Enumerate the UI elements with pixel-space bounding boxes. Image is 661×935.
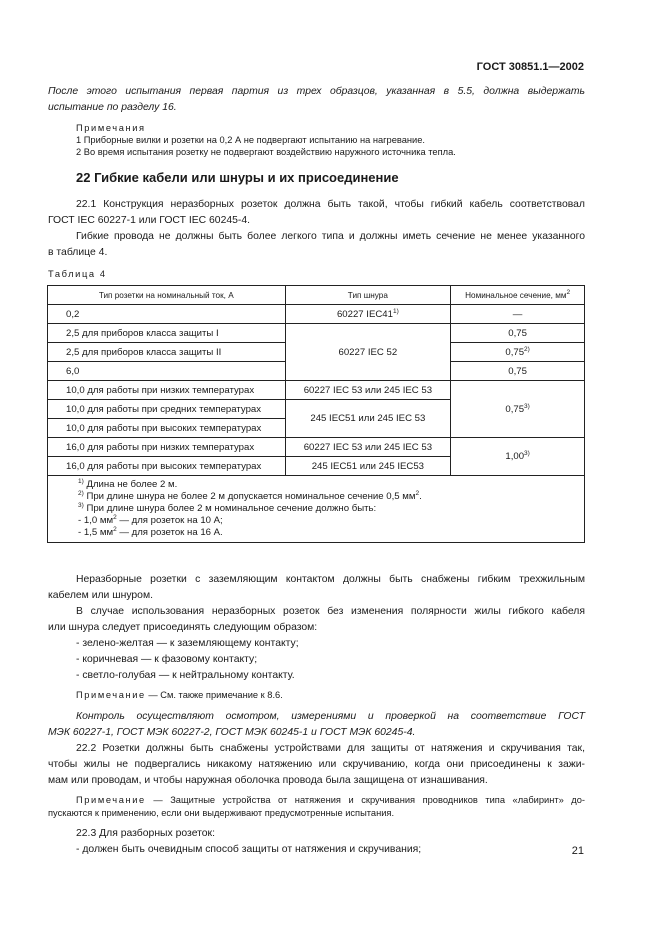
footnote-end: . [419,491,422,502]
cell-type: 16,0 для работы при высоких температурах [48,457,286,476]
footnote-1 [78,479,584,491]
list-item: - зелено-желтая — к заземляющему контакту; [76,638,299,649]
footnote-3-item-a [78,515,584,527]
table-row [48,438,585,457]
cell-type: 2,5 для приборов класса защиты I [48,324,286,343]
footnote-end: — для розеток на 16 А. [116,527,223,538]
para-polarity-line-1: В случае использования неразборных розеток без изменения полярности жилы гибкого кабеля [76,606,585,617]
cell-cord: 245 IEC51 или 245 IEC53 [285,457,451,476]
page-number: 21 [571,845,584,857]
cell-cord: 60227 IEC 53 или 245 IEC 53 [285,438,451,457]
footnote-text: - 1,5 мм [78,527,114,538]
control-line-1: Контроль осуществляют осмотром, измерениями и проверкой на соответствие ГОСТ [76,711,585,722]
table-footnotes [48,476,585,543]
cell-section-text: 1,00 [505,451,525,462]
para-22-2-line-3: мам или проводам, и чтобы наружная оболочка провода была защищена от изнашивания. [48,775,488,786]
note-label: Примечание [76,795,146,805]
cell-section: 0,75 [451,362,585,381]
table-footnotes-row [48,476,585,543]
note-item-1: 1 Приборные вилки и розетки на 0,2 А не подвергают испытанию на нагревание. [76,135,425,145]
cell-type: 2,5 для приборов класса защиты II [48,343,286,362]
col-header-section-sup: 2 [566,288,571,296]
para-polarity-line-2: или шнура следует присоединять следующим образом: [48,622,318,633]
section-heading: 22 Гибкие кабели или шнуры и их присоединение [76,170,399,185]
control-line-2: МЭК 60227-1, ГОСТ МЭК 60227-2, ГОСТ МЭК 60245-1 и ГОСТ МЭК 60245-4. [48,727,416,738]
intro-line-2: испытание по разделу 16. [48,102,177,113]
footnote-mark: 3) [78,502,84,509]
list-item: - должен быть очевидным способ защиты от натяжения и скручивания; [76,844,422,855]
footnote-text: При длине шнура не более 2 м допускается номинальное сечение 0,5 мм [86,491,416,502]
list-item: - коричневая — к фазовому контакту; [76,654,258,665]
standard-header: ГОСТ 30851.1—2002 [476,61,584,73]
para-flexible-line-2: в таблице 4. [48,247,108,258]
footnote-sup: 2 [113,526,117,533]
cell-cord: 60227 IEC 52 [285,324,451,381]
cell-cord: 60227 IEC 53 или 245 IEC 53 [285,381,451,400]
cell-type: 6,0 [48,362,286,381]
table-row [48,324,585,343]
footnote-ref: 2) [524,345,530,353]
footnote-ref: 1) [392,307,399,315]
note-labyrinth-line-1 [76,794,585,807]
para-flexible-line-1: Гибкие провода не должны быть более легкого типа и должны иметь сечение не менее указанного [76,231,585,242]
cell-type: 10,0 для работы при средних температурах [48,400,286,419]
footnote-3 [78,503,584,515]
cell-type: 16,0 для работы при низких температурах [48,438,286,457]
intro-line-1: После этого испытания первая партия из трех образцов, указанная в 5.5, должна выдержать [48,86,585,97]
footnote-sup: 2 [415,490,420,497]
footnote-text: - 1,0 мм [78,515,114,526]
cell-section: 0,75 [451,324,585,343]
note-see-also [76,689,613,702]
table-4 [47,285,585,543]
note-labyrinth-line-2: пускаются к применению, если они выдерживают предусмотренные испытания. [48,808,395,818]
cell-section: — [451,305,585,324]
note-item-2: 2 Во время испытания розетку не подвергают воздействию наружного источника тепла. [76,147,456,157]
table-row [48,305,585,324]
para-22-2-line-2: чтобы жилы не подвергались никакому натяжению или скручиванию, когда они присоединены к зажи- [48,759,585,770]
footnote-ref: 3) [524,402,530,410]
cell-type: 10,0 для работы при низких температурах [48,381,286,400]
note-label: Примечание [76,690,146,700]
footnote-mark: 2) [78,490,84,497]
col-header-section [451,286,585,305]
col-header-cord-type: Тип шнура [285,286,451,305]
cell-cord: 245 IEC51 или 245 IEC 53 [285,400,451,438]
table-header-row [48,286,585,305]
footnote-2 [78,491,584,503]
footnote-end: — для розеток на 10 А; [116,515,223,526]
para-grounding-line-2: кабелем или шнуром. [48,590,153,601]
cell-section [451,343,585,362]
cell-section [451,381,585,438]
note-text: — См. также примечание к 8.6. [145,690,283,700]
footnote-text: При длине шнура более 2 м номинальное сечение должно быть: [86,503,377,514]
list-item: - светло-голубая — к нейтральному контакту. [76,670,295,681]
cell-cord [285,305,451,324]
para-grounding-line-1: Неразборные розетки с заземляющим контактом должны быть снабжены гибким трехжильным [76,574,585,585]
col-header-socket-type: Тип розетки на номинальный ток, А [48,286,286,305]
para-22-1-line-2: ГОСТ IEC 60227-1 или ГОСТ IEC 60245-4. [48,215,251,226]
cell-cord-text: 60227 IEC41 [336,308,393,320]
footnote-text: Длина не более 2 м. [86,479,178,490]
table-row [48,381,585,400]
para-22-2-line-1: 22.2 Розетки должны быть снабжены устройствами для защиты от натяжения и скручивания так, [76,743,585,754]
note-text: — Защитные устройства от натяжения и скручивания проводников типа «лабиринт» до- [145,795,585,805]
footnote-ref: 3) [524,450,530,457]
cell-section [451,438,585,476]
cell-type: 0,2 [48,305,286,324]
notes-label: Примечания [76,123,146,133]
footnote-sup: 2 [113,514,117,521]
footnote-mark: 1) [78,478,84,485]
para-22-1-line-1: 22.1 Конструкция неразборных розеток должна быть такой, чтобы гибкий кабель соответствовал [76,199,585,210]
table-caption: Таблица 4 [48,269,107,279]
cell-type: 10,0 для работы при высоких температурах [48,419,286,438]
footnote-3-item-b [78,527,584,539]
col-header-section-text: Номинальное сечение, мм [465,290,567,300]
cell-section-text: 0,75 [505,403,525,415]
para-22-3: 22.3 Для разборных розеток: [76,828,215,839]
cell-section-text: 0,75 [505,346,525,358]
